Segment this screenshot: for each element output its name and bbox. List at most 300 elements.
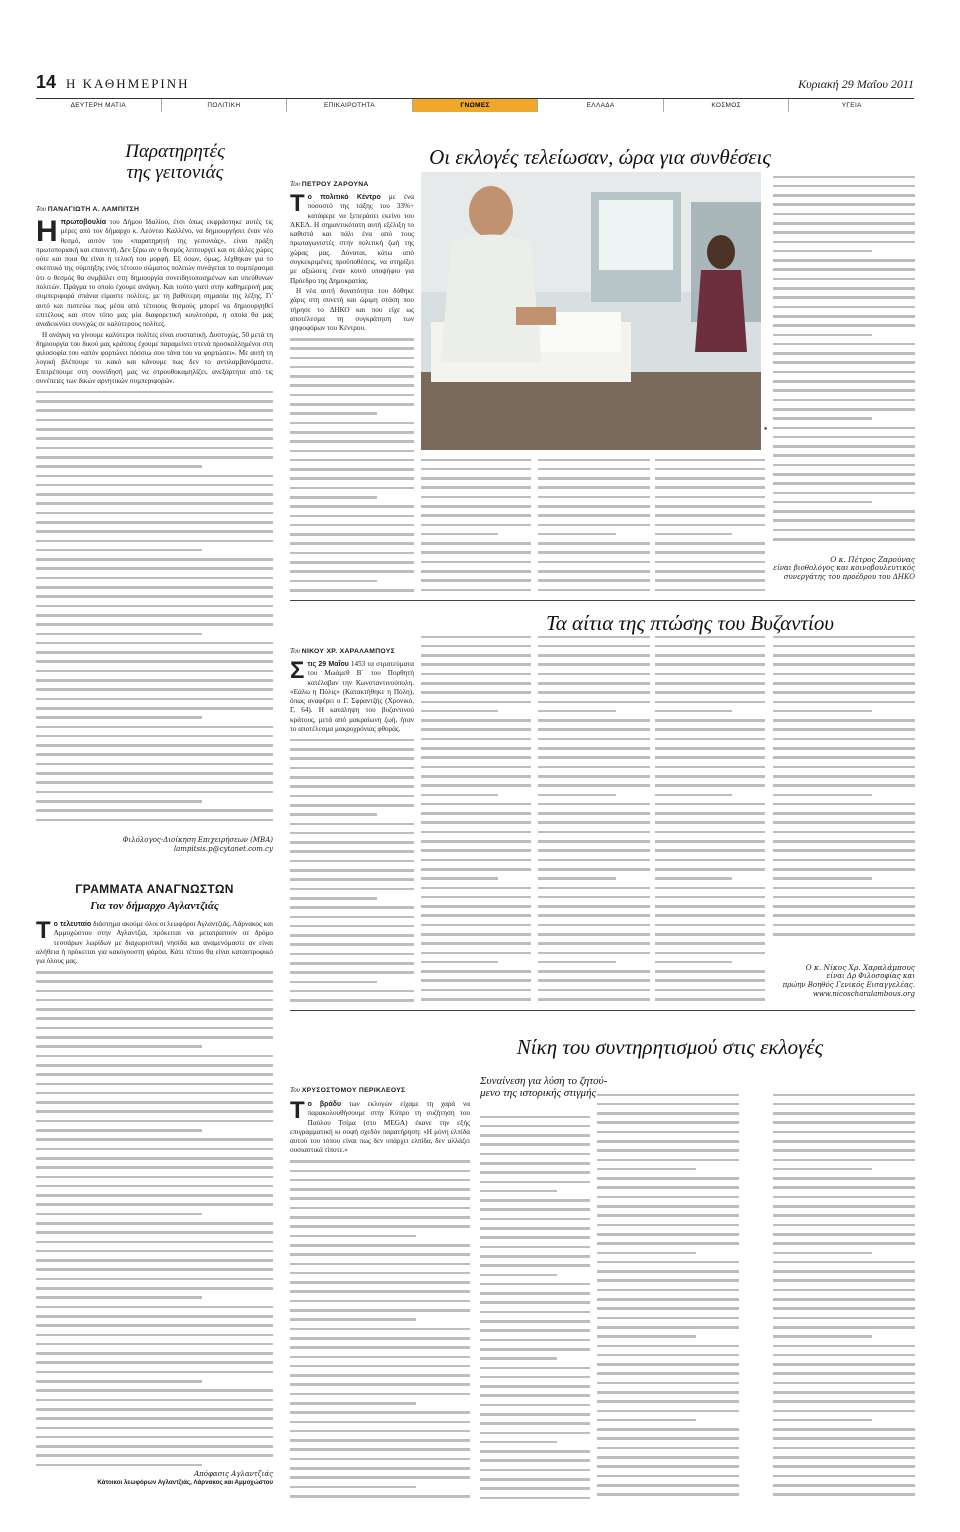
- text-line: [290, 828, 414, 837]
- article2-lead: ο πολιτικό Κέντρο: [307, 194, 381, 201]
- text-line: [655, 529, 765, 538]
- text-line: [773, 497, 915, 506]
- text-line: [480, 1261, 590, 1270]
- article1-signature: [36, 836, 273, 854]
- text-line: [290, 1445, 470, 1454]
- nav-gnomes[interactable]: ΓΝΩΜΕΣ: [413, 99, 539, 112]
- article4-col3: [597, 1090, 739, 1502]
- article2-signature-line: είναι βιοθολόγος και κοινοβουλευτικός συνεργάτης του προέδρου του ΔΗΚΟ: [773, 564, 915, 581]
- text-line: [36, 1088, 273, 1097]
- text-line: [36, 1274, 273, 1283]
- text-line: [773, 753, 915, 762]
- text-line: [597, 1109, 739, 1118]
- text-line: [773, 1304, 915, 1313]
- article2-author: ΠΕΤΡΟΥ ΖΑΡΟΥΝΑ: [301, 181, 369, 188]
- text-line: [773, 432, 915, 441]
- text-line: [36, 1098, 273, 1107]
- text-line: [290, 986, 414, 995]
- text-line: [773, 1462, 915, 1471]
- text-line: [538, 957, 650, 966]
- nav-politiki[interactable]: ΠΟΛΙΤΙΚΗ: [162, 99, 288, 112]
- article3-continued-col3: [538, 632, 650, 1004]
- text-line: [773, 367, 915, 376]
- text-line: [290, 949, 414, 958]
- text-line: [480, 1400, 590, 1409]
- text-line: [290, 810, 414, 819]
- article2-byline-prefix: Του: [290, 180, 300, 188]
- article2-continued-col1: [290, 334, 414, 594]
- text-line: [290, 782, 414, 791]
- text-line: [773, 1453, 915, 1462]
- text-line: [36, 452, 273, 461]
- text-line: [597, 1220, 739, 1229]
- article1-title: [80, 142, 270, 183]
- text-line: [36, 796, 273, 805]
- text-line: [538, 799, 650, 808]
- text-line: [773, 1313, 915, 1322]
- text-line: [655, 827, 765, 836]
- text-line: [773, 762, 915, 771]
- text-line: [773, 423, 915, 432]
- text-line: [773, 284, 915, 293]
- photo-credit-mark: ■: [763, 426, 769, 430]
- text-line: [421, 688, 531, 697]
- text-line: [773, 669, 915, 678]
- text-line: [36, 1321, 273, 1330]
- text-line: [597, 1146, 739, 1155]
- text-line: [290, 1296, 470, 1305]
- text-line: [421, 855, 531, 864]
- text-line: [36, 629, 273, 638]
- text-line: [773, 660, 915, 669]
- text-line: [36, 555, 273, 564]
- text-line: [290, 1436, 470, 1445]
- text-line: [36, 778, 273, 787]
- text-line: [773, 1388, 915, 1397]
- text-line: [538, 771, 650, 780]
- text-line: [290, 1473, 470, 1482]
- text-line: [538, 678, 650, 687]
- text-line: [655, 725, 765, 734]
- text-line: [36, 1200, 273, 1209]
- article4-col2: [480, 1112, 590, 1502]
- text-line: [655, 892, 765, 901]
- text-line: [773, 837, 915, 846]
- text-line: [773, 442, 915, 451]
- text-line: [36, 1014, 273, 1023]
- text-line: [538, 781, 650, 790]
- text-line: [290, 558, 414, 567]
- text-line: [655, 883, 765, 892]
- text-line: [36, 1144, 273, 1153]
- text-line: [36, 1153, 273, 1162]
- text-line: [36, 995, 273, 1004]
- nav-ygeia[interactable]: ΥΓΕΙΑ: [841, 102, 862, 109]
- text-line: [655, 818, 765, 827]
- text-line: [655, 762, 765, 771]
- text-line: [421, 864, 531, 873]
- text-line: [597, 1378, 739, 1387]
- text-line: [597, 1183, 739, 1192]
- article4-lead: ο βράδυ: [307, 1101, 342, 1108]
- article1-signature-email: lampitsis.p@cytanet.com.cy: [173, 845, 273, 853]
- text-line: [655, 902, 765, 911]
- article4-subtitle-line1: Συναίνεση για λύση το ζητού-: [480, 1075, 608, 1087]
- text-line: [36, 1442, 273, 1451]
- text-line: [655, 771, 765, 780]
- text-line: [421, 632, 531, 641]
- letter-lead: ο τελευταίο: [53, 921, 92, 928]
- text-line: [480, 1196, 590, 1205]
- text-line: [538, 892, 650, 901]
- text-line: [597, 1276, 739, 1285]
- text-line: [773, 1369, 915, 1378]
- text-line: [480, 1437, 590, 1446]
- text-line: [290, 502, 414, 511]
- text-line: [597, 1360, 739, 1369]
- text-line: [480, 1279, 590, 1288]
- text-line: [773, 237, 915, 246]
- text-line: [36, 443, 273, 452]
- text-line: [36, 434, 273, 443]
- text-line: [538, 483, 650, 492]
- text-line: [773, 716, 915, 725]
- text-line: [773, 1471, 915, 1480]
- text-line: [36, 1386, 273, 1395]
- article3-col1: [290, 660, 414, 1005]
- article3-byline-prefix: Του: [290, 647, 300, 655]
- text-line: [480, 1242, 590, 1251]
- text-line: [655, 967, 765, 976]
- text-line: [480, 1140, 590, 1149]
- text-line: [773, 1285, 915, 1294]
- article3-continued-col2: [421, 632, 531, 1004]
- page-header: [36, 72, 914, 96]
- article2-dropcap: Τ: [290, 193, 305, 217]
- nav-ellada[interactable]: ΕΛΛΑΔΑ: [538, 99, 664, 112]
- text-line: [773, 404, 915, 413]
- text-line: [421, 520, 531, 529]
- text-line: [773, 535, 915, 544]
- text-line: [773, 697, 915, 706]
- text-line: [538, 790, 650, 799]
- text-line: [655, 697, 765, 706]
- text-line: [655, 585, 765, 594]
- divider-2: [290, 1010, 915, 1011]
- article2-byline: [290, 180, 369, 188]
- article3-signature-web: www.nicoscharalambous.org: [812, 990, 915, 998]
- text-line: [36, 425, 273, 434]
- text-line: [480, 1205, 590, 1214]
- text-line: [773, 902, 915, 911]
- text-line: [36, 518, 273, 527]
- text-line: [36, 406, 273, 415]
- text-line: [597, 1332, 739, 1341]
- text-line: [290, 520, 414, 529]
- text-line: [290, 1380, 470, 1389]
- text-line: [538, 939, 650, 948]
- text-line: [421, 967, 531, 976]
- text-line: [773, 1360, 915, 1369]
- text-line: [538, 846, 650, 855]
- text-line: [480, 1251, 590, 1260]
- text-line: [773, 460, 915, 469]
- text-line: [421, 809, 531, 818]
- text-line: [597, 1267, 739, 1276]
- text-line: [773, 1350, 915, 1359]
- text-line: [290, 493, 414, 502]
- text-line: [597, 1099, 739, 1108]
- text-line: [538, 967, 650, 976]
- text-line: [538, 883, 650, 892]
- text-line: [290, 530, 414, 539]
- article3-col3: [538, 632, 650, 1005]
- text-line: [655, 706, 765, 715]
- article3-col5: [773, 632, 915, 942]
- article4-subtitle-line2: μενο της ιστορικής στιγμής: [480, 1086, 596, 1099]
- article3-lead: τις 29 Μαΐου: [307, 661, 349, 668]
- text-line: [773, 274, 915, 283]
- text-line: [655, 976, 765, 985]
- nav-epikairotita[interactable]: ΕΠΙΚΑΙΡΟΤΗΤΑ: [287, 99, 413, 112]
- nav-deuteri-matia[interactable]: ΔΕΥΤΕΡΗ ΜΑΤΙΑ: [36, 99, 162, 112]
- text-line: [655, 501, 765, 510]
- text-line: [421, 567, 531, 576]
- text-line: [36, 769, 273, 778]
- text-line: [773, 358, 915, 367]
- text-line: [421, 976, 531, 985]
- text-line: [290, 567, 414, 576]
- article4-byline-prefix: Του: [290, 1086, 300, 1094]
- article2-paragraph-1: με ένα ποσοστό της τάξης του 33%+ κατάφερε να ξεπεράσει εκείνο του ΑΚΕΛ. Η σημαντικότατη αυτή εξέλιξη το καθιστά και πάλι ένα από τους πρωταγωνιστές στην πολιτική ζωή της χώρας μας. Δύναται, κάτω από συγκεκριμένες προϋποθέσεις, να στηρίξει με αξιώσεις έναν κοινό υποψήφιο για Πρόεδρο της Δημοκρατίας.: [290, 193, 414, 285]
- text-line: [36, 1005, 273, 1014]
- text-line: [773, 930, 915, 939]
- text-line: [773, 181, 915, 190]
- text-line: [290, 585, 414, 594]
- text-line: [597, 1490, 739, 1499]
- text-line: [773, 892, 915, 901]
- text-line: [421, 511, 531, 520]
- text-line: [290, 446, 414, 455]
- text-line: [290, 344, 414, 353]
- text-line: [773, 339, 915, 348]
- text-line: [36, 415, 273, 424]
- text-line: [290, 931, 414, 940]
- text-line: [773, 311, 915, 320]
- text-line: [290, 418, 414, 427]
- article3-continued-col5: [773, 632, 915, 939]
- text-line: [290, 1240, 470, 1249]
- text-line: [480, 1214, 590, 1223]
- article4-col4: [773, 1090, 915, 1502]
- text-line: [421, 902, 531, 911]
- text-line: [290, 474, 414, 483]
- text-line: [36, 592, 273, 601]
- text-line: [421, 557, 531, 566]
- text-line: [480, 1344, 590, 1353]
- text-line: [36, 1042, 273, 1051]
- text-line: [538, 660, 650, 669]
- text-line: [773, 330, 915, 339]
- text-line: [597, 1434, 739, 1443]
- text-line: [480, 1484, 590, 1493]
- article2-photo: [421, 172, 761, 450]
- article1-lead: πρωτοβουλία: [60, 219, 107, 226]
- text-line: [421, 660, 531, 669]
- text-line: [773, 1295, 915, 1304]
- text-line: [773, 855, 915, 864]
- text-line: [36, 601, 273, 610]
- text-line: [36, 694, 273, 703]
- text-line: [290, 381, 414, 390]
- text-line: [290, 838, 414, 847]
- text-line: [421, 716, 531, 725]
- text-line: [538, 995, 650, 1004]
- text-line: [290, 856, 414, 865]
- text-line: [480, 1298, 590, 1307]
- text-line: [773, 1211, 915, 1220]
- nav-kosmos[interactable]: ΚΟΣΜΟΣ: [664, 99, 790, 112]
- text-line: [773, 349, 915, 358]
- text-line: [480, 1354, 590, 1363]
- text-line: [773, 256, 915, 265]
- text-line: [290, 576, 414, 585]
- text-line: [773, 725, 915, 734]
- text-line: [773, 1406, 915, 1415]
- text-line: [290, 390, 414, 399]
- text-line: [421, 744, 531, 753]
- article4-subtitle: [480, 1076, 610, 1100]
- text-line: [36, 977, 273, 986]
- text-line: [290, 893, 414, 902]
- text-line: [773, 1239, 915, 1248]
- article3-signature-name: Ο κ. Νίκος Χρ. Χαραλάμπους: [805, 963, 915, 972]
- text-line: [36, 490, 273, 499]
- text-line: [36, 1284, 273, 1293]
- text-line: [480, 1158, 590, 1167]
- text-line: [597, 1443, 739, 1452]
- text-line: [421, 501, 531, 510]
- text-line: [290, 884, 414, 893]
- text-line: [480, 1475, 590, 1484]
- text-line: [538, 706, 650, 715]
- text-line: [36, 1349, 273, 1358]
- text-line: [36, 573, 273, 582]
- text-line: [480, 1131, 590, 1140]
- text-line: [773, 1099, 915, 1108]
- text-line: [36, 1060, 273, 1069]
- text-line: [36, 815, 273, 824]
- text-line: [538, 911, 650, 920]
- text-line: [655, 669, 765, 678]
- text-line: [421, 706, 531, 715]
- text-line: [773, 1090, 915, 1099]
- text-line: [290, 511, 414, 520]
- article1-title-line2: της γειτονιάς: [126, 161, 224, 183]
- text-line: [773, 1146, 915, 1155]
- text-line: [290, 921, 414, 930]
- text-line: [773, 790, 915, 799]
- text-line: [773, 799, 915, 808]
- text-line: [421, 911, 531, 920]
- text-line: [290, 353, 414, 362]
- article3-author: ΝΙΚΟΥ ΧΡ. ΧΑΡΑΛΑΜΠΟΥΣ: [301, 648, 396, 655]
- text-line: [480, 1270, 590, 1279]
- text-line: [655, 520, 765, 529]
- text-line: [480, 1410, 590, 1419]
- text-line: [36, 713, 273, 722]
- text-line: [655, 688, 765, 697]
- text-line: [538, 641, 650, 650]
- text-line: [538, 474, 650, 483]
- text-line: [773, 488, 915, 497]
- text-line: [773, 1248, 915, 1257]
- text-line: [655, 837, 765, 846]
- text-line: [655, 846, 765, 855]
- text-line: [421, 948, 531, 957]
- text-line: [290, 1324, 470, 1333]
- text-line: [773, 228, 915, 237]
- text-line: [290, 1491, 470, 1500]
- text-line: [773, 688, 915, 697]
- text-line: [36, 1414, 273, 1423]
- text-line: [538, 548, 650, 557]
- text-line: [36, 527, 273, 536]
- text-line: [773, 1127, 915, 1136]
- text-line: [421, 734, 531, 743]
- text-line: [773, 1202, 915, 1211]
- text-line: [538, 930, 650, 939]
- text-line: [655, 483, 765, 492]
- text-line: [597, 1192, 739, 1201]
- text-line: [36, 480, 273, 489]
- text-line: [773, 1332, 915, 1341]
- text-line: [421, 641, 531, 650]
- text-line: [290, 1259, 470, 1268]
- article3-title: Τα αίτια της πτώσης του Βυζαντίου: [546, 611, 834, 635]
- article3-paragraph-1: 1453 τα στρατεύματα του Μωάμεθ Β΄ του Πορθητή κατέλαβαν την Κωνσταντινούπολη. «Εάλω η Πόλις» (Κατακτήθηκε η Πόλη), όπως αναφέρει ο Γ. Σφραντζής (Χρονικό, Γ, 64). Η κατάληψη του βυζαντινού κράτους, μετά από μακραίωνη ζωή, ήταν το αποτέλεσμα μακροχρόνιας φθοράς.: [290, 660, 414, 734]
- letter-continued-text-1: [36, 967, 273, 1469]
- text-line: [597, 1322, 739, 1331]
- text-line: [290, 1306, 470, 1315]
- text-line: [538, 725, 650, 734]
- text-line: [421, 874, 531, 883]
- article2-signature-name: Ο κ. Πέτρος Ζαρούνας: [830, 555, 915, 564]
- text-line: [36, 1079, 273, 1088]
- text-line: [538, 809, 650, 818]
- text-line: [597, 1229, 739, 1238]
- letter-dropcap: Τ: [36, 920, 51, 944]
- article2-col2: [421, 455, 531, 597]
- text-line: [538, 697, 650, 706]
- text-line: [655, 874, 765, 883]
- text-line: [421, 669, 531, 678]
- text-line: [773, 1341, 915, 1350]
- article2-paragraph-2: Η νέα αυτή δυνατότητα του δόθηκε χάρις στη συνετή και ώριμη στάση που τήρησε το ΔΗΚΟ και που είχε ως αποτέλεσμα τη συγκράτηση των ψηφοφόρων του Κέντρου.: [290, 286, 414, 333]
- text-line: [36, 387, 273, 396]
- text-line: [773, 651, 915, 660]
- text-line: [421, 492, 531, 501]
- article1-body: [36, 218, 273, 830]
- text-line: [773, 1220, 915, 1229]
- text-line: [36, 397, 273, 406]
- text-line: [655, 781, 765, 790]
- text-line: [290, 735, 414, 744]
- text-line: [538, 744, 650, 753]
- article3-signature-line1: είναι Δρ Φιλοσοφίας και: [826, 972, 915, 980]
- text-line: [773, 864, 915, 873]
- text-line: [773, 1490, 915, 1499]
